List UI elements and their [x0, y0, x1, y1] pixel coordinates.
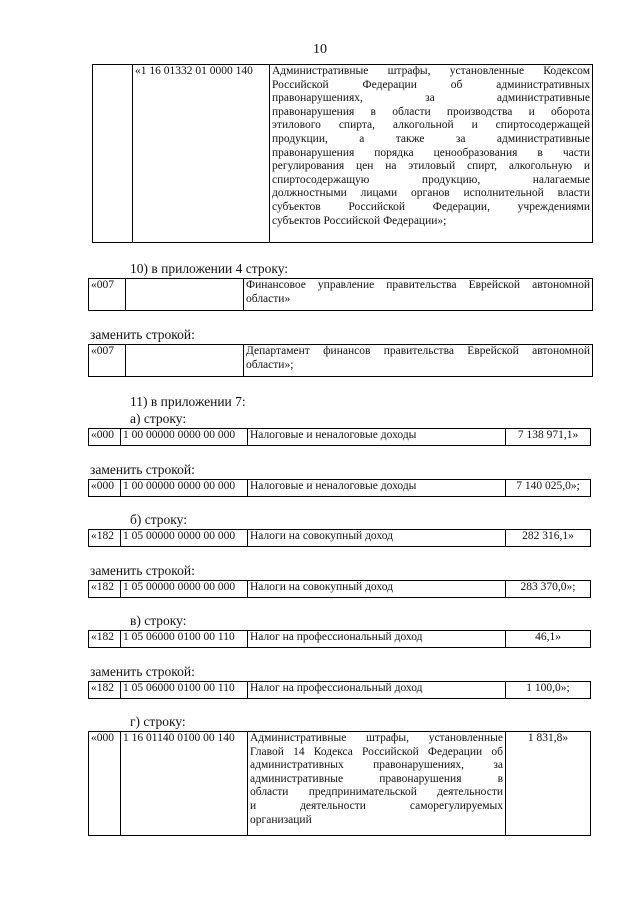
admin-code: «182: [89, 682, 121, 699]
section-10-heading: 10) в приложении 4 строку:: [130, 261, 289, 276]
text-line: области»: [246, 292, 291, 305]
admin-code: «000: [89, 732, 121, 836]
section-10-new-row: [88, 344, 593, 377]
replace-label: заменить строкой:: [90, 664, 195, 679]
amount: 282 316,1»: [506, 530, 591, 547]
agency-code: «007: [89, 279, 126, 311]
row-a-original: [88, 428, 591, 446]
text-line: и деятельности саморегулируемых: [250, 799, 503, 812]
amount: 283 370,0»;: [506, 581, 591, 598]
admin-code: «000: [89, 429, 121, 446]
amount: 46,1»: [506, 631, 591, 648]
budget-code: 1 00 00000 0000 00 000: [121, 429, 248, 446]
text-line: Российской Федерации об административных: [272, 78, 590, 91]
subsection-b-heading: б) строку:: [130, 512, 187, 527]
text-line: области»;: [246, 358, 294, 371]
text-line: правонарушения в области производства и оборота: [272, 105, 590, 118]
text-line: административные правонарушения в: [250, 772, 503, 785]
text-line: Главой 14 Кодекса Российской Федерации об: [250, 745, 503, 758]
page-number: 10: [313, 42, 327, 57]
text-line: Финансовое управление правительства Еврейской автономной: [246, 279, 590, 291]
budget-code: 1 05 00000 0000 00 000: [121, 581, 248, 598]
row-b-original: [88, 529, 591, 547]
text-line: административных правонарушениях, за: [250, 759, 503, 772]
text-line: Административные штрафы, установленные Кодексом: [272, 65, 590, 77]
row-v-new: [88, 681, 591, 699]
subsection-a-heading: а) строку:: [130, 411, 187, 426]
row-a-new: [88, 479, 591, 497]
row-b-new: [88, 580, 591, 598]
amount: 7 138 971,1»: [506, 429, 591, 446]
section-11-heading: 11) в приложении 7:: [130, 394, 246, 409]
text-line: субъектов Российской Федерации, учреждениями: [272, 200, 590, 213]
admin-code: «182: [89, 631, 121, 648]
top-table-code: «1 16 01332 01 0000 140: [133, 65, 270, 243]
income-name: Налоговые и неналоговые доходы: [248, 429, 506, 446]
income-name: Налоговые и неналоговые доходы: [248, 480, 506, 497]
budget-code: 1 05 06000 0100 00 110: [121, 631, 248, 648]
income-name: [248, 732, 506, 836]
row-v-original: [88, 630, 591, 648]
subsection-v-heading: в) строку:: [130, 613, 187, 628]
replace-label: заменить строкой:: [90, 563, 195, 578]
subsection-g-heading: г) строку:: [130, 714, 186, 729]
amount: 1 831,8»: [506, 732, 591, 836]
budget-code: 1 05 06000 0100 00 110: [121, 682, 248, 699]
top-table: [92, 64, 593, 243]
text-line: Департамент финансов правительства Еврейской автономной: [246, 345, 590, 357]
replace-label: заменить строкой:: [90, 327, 195, 342]
budget-code: 1 05 00000 0000 00 000: [121, 530, 248, 547]
text-line: должностными лицами органов исполнительной власти: [272, 187, 590, 200]
top-table-text: [270, 65, 593, 243]
text-line: спиртосодержащую продукцию, налагаемые: [272, 173, 590, 186]
income-name: Налоги на совокупный доход: [248, 530, 506, 547]
empty-cell: [126, 279, 244, 311]
text-line: правонарушения порядка ценообразования в части: [272, 146, 590, 159]
text-line: правонарушениях, за административные: [272, 92, 590, 105]
budget-code: 1 16 01140 0100 00 140: [121, 732, 248, 836]
text-line: продукции, а также за административные: [272, 132, 590, 145]
amount: 1 100,0»;: [506, 682, 591, 699]
income-name: Налог на профессиональный доход: [248, 631, 506, 648]
text-line: Административные штрафы, установленные: [250, 732, 503, 744]
budget-code: 1 00 00000 0000 00 000: [121, 480, 248, 497]
text-line: области предпринимательской деятельности: [250, 786, 503, 799]
text-line: регулирования цен на этиловый спирт, алкогольную и: [272, 160, 590, 173]
section-10-original-row: [88, 278, 593, 311]
income-name: Налоги на совокупный доход: [248, 581, 506, 598]
admin-code: «182: [89, 581, 121, 598]
agency-name: [244, 345, 593, 377]
row-g-original: [88, 731, 591, 836]
income-name: Налог на профессиональный доход: [248, 682, 506, 699]
admin-code: «000: [89, 480, 121, 497]
agency-name: [244, 279, 593, 311]
top-table-empty-cell: [93, 65, 133, 243]
replace-label: заменить строкой:: [90, 462, 195, 477]
admin-code: «182: [89, 530, 121, 547]
text-line: субъектов Российской Федерации»;: [272, 214, 447, 227]
text-line: этилового спирта, алкогольной и спиртосодержащей: [272, 119, 590, 132]
text-line: организаций: [250, 813, 312, 826]
empty-cell: [126, 345, 244, 377]
agency-code: «007: [89, 345, 126, 377]
amount: 7 140 025,0»;: [506, 480, 591, 497]
